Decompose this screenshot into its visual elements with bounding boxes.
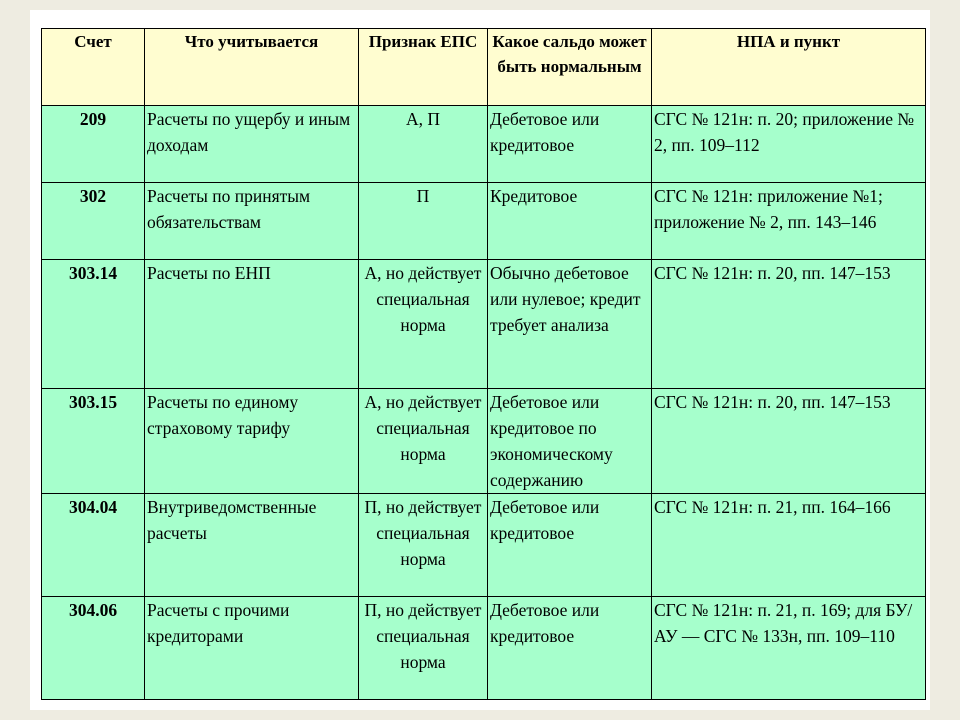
table-row bbox=[42, 183, 926, 260]
slide bbox=[30, 10, 930, 710]
header-balance: Какое сальдо может быть нормальным bbox=[488, 29, 652, 106]
cell-what: Расчеты по единому страховому тарифу bbox=[145, 389, 359, 494]
cell-balance: Обычно дебетовое или нулевое; кредит требует анализа bbox=[488, 260, 652, 389]
cell-npa: СГС № 121н: п. 20; приложение № 2, пп. 109–112 bbox=[652, 106, 926, 183]
cell-npa: СГС № 121н: п. 20, пп. 147–153 bbox=[652, 260, 926, 389]
cell-npa: СГС № 121н: п. 20, пп. 147–153 bbox=[652, 389, 926, 494]
table-header-row bbox=[42, 29, 926, 106]
cell-balance: Дебетовое или кредитовое bbox=[488, 597, 652, 700]
accounts-table bbox=[41, 28, 926, 700]
cell-what: Расчеты по принятым обязательствам bbox=[145, 183, 359, 260]
cell-npa: СГС № 121н: п. 21, пп. 164–166 bbox=[652, 494, 926, 597]
table-row bbox=[42, 597, 926, 700]
cell-sign: А, но действует специальная норма bbox=[359, 389, 488, 494]
table-row bbox=[42, 260, 926, 389]
cell-what: Внутриведомственные расчеты bbox=[145, 494, 359, 597]
cell-what: Расчеты по ЕНП bbox=[145, 260, 359, 389]
cell-sign: П, но действует специальная норма bbox=[359, 597, 488, 700]
cell-account: 303.15 bbox=[42, 389, 145, 494]
cell-sign: А, П bbox=[359, 106, 488, 183]
header-account: Счет bbox=[42, 29, 145, 106]
cell-balance: Дебетовое или кредитовое по экономическому содержанию bbox=[488, 389, 652, 494]
cell-account: 304.04 bbox=[42, 494, 145, 597]
cell-balance: Дебетовое или кредитовое bbox=[488, 494, 652, 597]
cell-sign: П bbox=[359, 183, 488, 260]
table-row bbox=[42, 106, 926, 183]
cell-what: Расчеты с прочими кредиторами bbox=[145, 597, 359, 700]
cell-account: 209 bbox=[42, 106, 145, 183]
cell-balance: Дебетовое или кредитовое bbox=[488, 106, 652, 183]
header-what: Что учитывается bbox=[145, 29, 359, 106]
cell-account: 303.14 bbox=[42, 260, 145, 389]
header-sign: Признак ЕПС bbox=[359, 29, 488, 106]
header-npa: НПА и пункт bbox=[652, 29, 926, 106]
cell-account: 304.06 bbox=[42, 597, 145, 700]
cell-sign: А, но действует специальная норма bbox=[359, 260, 488, 389]
cell-npa: СГС № 121н: приложение №1; приложение № 2, пп. 143–146 bbox=[652, 183, 926, 260]
cell-sign: П, но действует специальная норма bbox=[359, 494, 488, 597]
cell-what: Расчеты по ущербу и иным доходам bbox=[145, 106, 359, 183]
cell-account: 302 bbox=[42, 183, 145, 260]
table-row bbox=[42, 494, 926, 597]
table-row bbox=[42, 389, 926, 494]
cell-npa: СГС № 121н: п. 21, п. 169; для БУ/АУ — СГС № 133н, пп. 109–110 bbox=[652, 597, 926, 700]
cell-balance: Кредитовое bbox=[488, 183, 652, 260]
